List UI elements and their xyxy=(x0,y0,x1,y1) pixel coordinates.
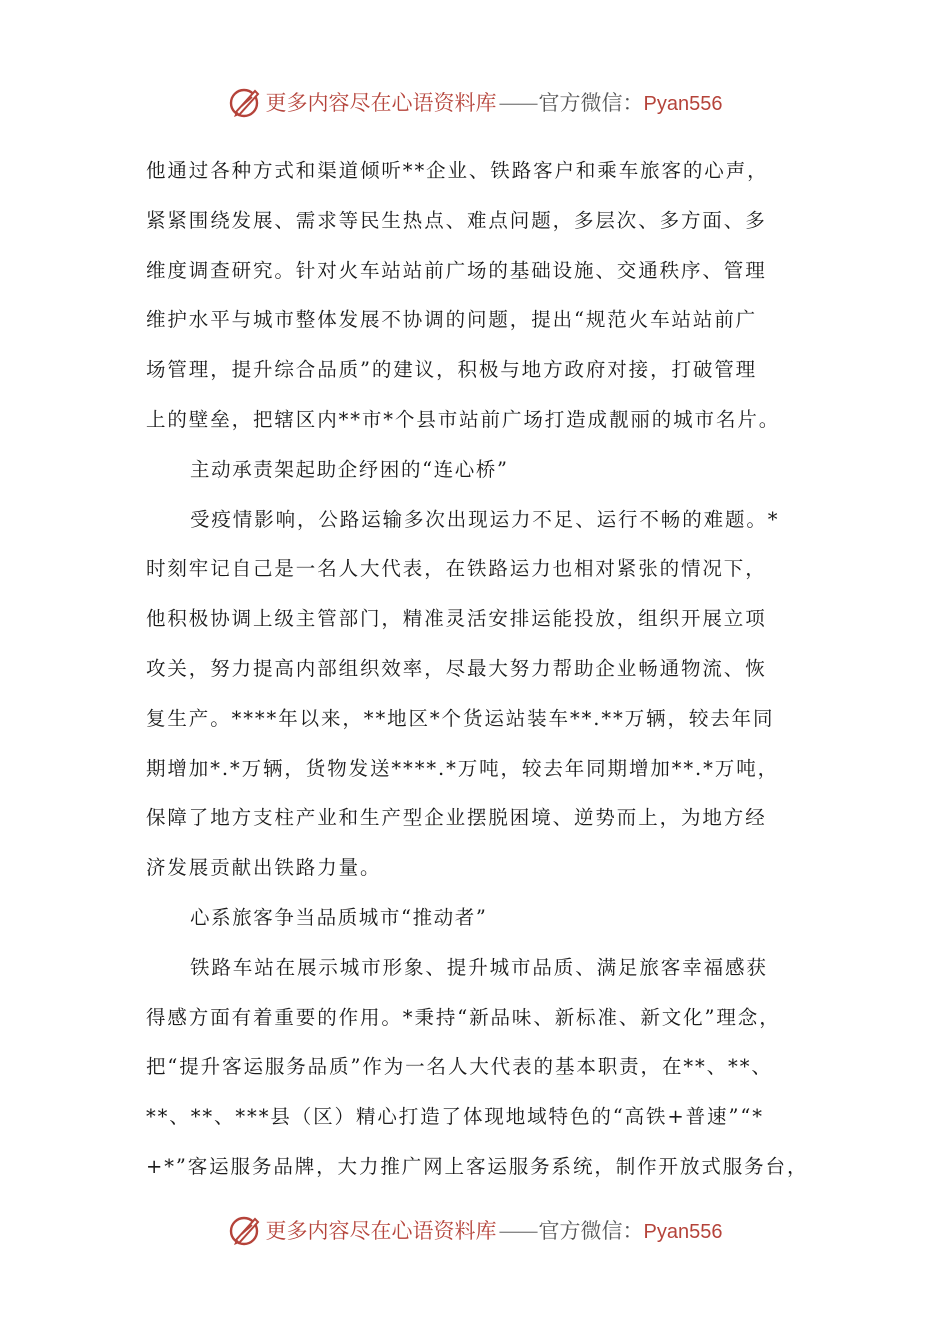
banner-text xyxy=(266,1215,723,1245)
text-line: 他通过各种方式和渠道倾听**企业、铁路客户和乘车旅客的心声， xyxy=(146,159,769,182)
text-line: 攻关，努力提高内部组织效率，尽最大努力帮助企业畅通物流、恢 xyxy=(146,656,767,680)
text-line: 期增加*.*万辆，货物发送****.*万吨，较去年同期增加**.*万吨， xyxy=(146,756,779,780)
pen-logo-icon xyxy=(228,1213,262,1247)
text-line: 场管理，提升综合品质”的建议，积极与地方政府对接，打破管理 xyxy=(146,358,758,382)
text-line: 上的壁垒，把辖区内**市*个县市站前广场打造成靓丽的城市名片。 xyxy=(146,407,781,431)
banner-text xyxy=(266,87,723,117)
banner-dash: —— xyxy=(498,1219,537,1243)
section-heading-tuidongzhe: 心系旅客争当品质城市“推动者” xyxy=(190,905,488,929)
banner-dash: —— xyxy=(498,91,537,115)
banner-official-label: 官方微信： xyxy=(538,91,644,115)
text-line: 得感方面有着重要的作用。*秉持“新品味、新标准、新文化”理念， xyxy=(146,1005,781,1029)
text-line: +*”客运服务品牌，大力推广网上客运服务系统，制作开放式服务台， xyxy=(146,1154,809,1178)
text-line: 维度调查研究。针对火车站站前广场的基础设施、交通秩序、管理 xyxy=(146,258,767,282)
text-line: 受疫情影响，公路运输多次出现运力不足、运行不畅的难题。* xyxy=(190,507,780,531)
section-heading-lianxinqiao: 主动承责架起助企纾困的“连心桥” xyxy=(190,457,509,481)
text-line: 紧紧围绕发展、需求等民生热点、难点问题，多层次、多方面、多 xyxy=(146,208,767,232)
header-banner xyxy=(0,82,950,122)
text-line: 铁路车站在展示城市形象、提升城市品质、满足旅客幸福感获 xyxy=(190,955,768,979)
banner-brand: 更多内容尽在心语资料库 xyxy=(265,1219,497,1243)
pen-logo-icon xyxy=(228,85,262,119)
footer-banner xyxy=(0,1210,950,1250)
document-body xyxy=(146,146,816,1192)
banner-official-label: 官方微信： xyxy=(538,1219,644,1243)
text-line: 维护水平与城市整体发展不协调的问题，提出“规范火车站站前广 xyxy=(146,308,758,332)
banner-wechat-id: Pyan556 xyxy=(643,93,723,115)
text-line: 把“提升客运服务品质”作为一名人大代表的基本职责，在**、**、 xyxy=(146,1055,773,1079)
text-line: 复生产。****年以来，**地区*个货运站装车**.**万辆，较去年同 xyxy=(146,706,775,730)
text-line: 时刻牢记自己是一名人大代表，在铁路运力也相对紧张的情况下， xyxy=(146,557,767,581)
text-line: 他积极协调上级主管部门，精准灵活安排运能投放，组织开展立项 xyxy=(146,607,767,631)
banner-brand: 更多内容尽在心语资料库 xyxy=(265,91,497,115)
banner-wechat-id: Pyan556 xyxy=(643,1221,723,1243)
text-line: 济发展贡献出铁路力量。 xyxy=(146,856,382,880)
text-line: **、**、***县（区）精心打造了体现地域特色的“高铁+普速”“* xyxy=(146,1105,764,1129)
text-line: 保障了地方支柱产业和生产型企业摆脱困境、逆势而上，为地方经 xyxy=(146,806,767,830)
